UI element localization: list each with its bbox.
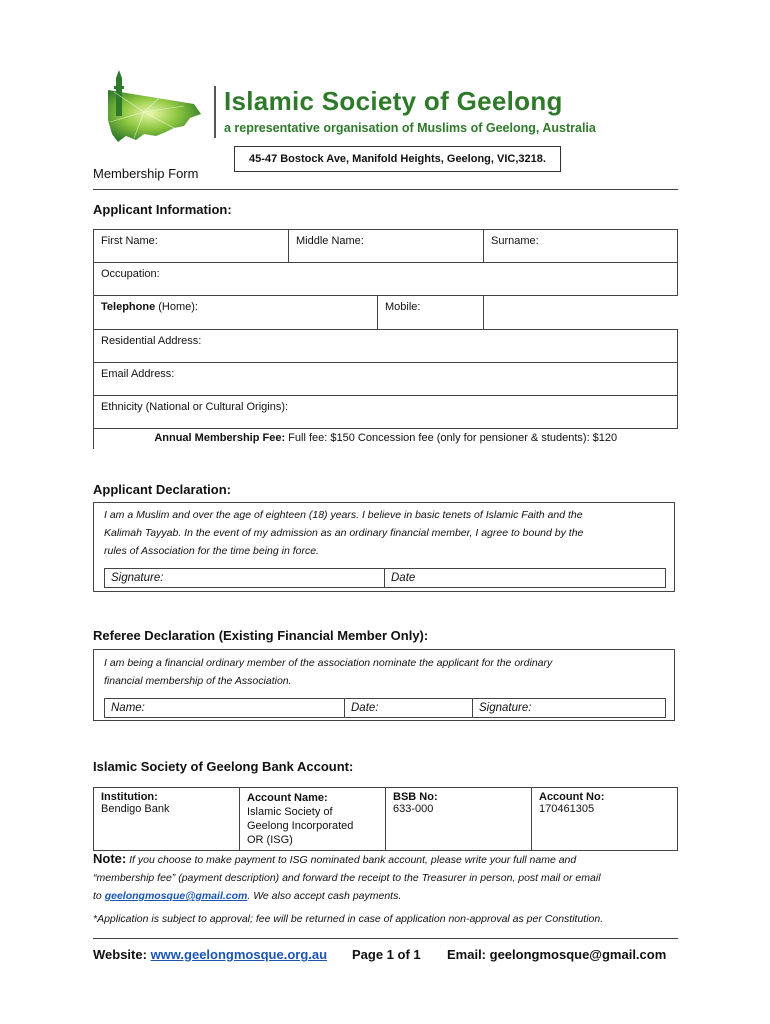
logo-divider — [214, 86, 216, 138]
referee-name-field[interactable]: Name: — [105, 699, 345, 717]
middle-name-field[interactable]: Middle Name: — [289, 230, 484, 263]
org-name: Islamic Society of Geelong — [224, 86, 563, 116]
membership-fee-row: Annual Membership Fee: Full fee: $150 Concession fee (only for pensioner & students): $120 — [94, 429, 678, 449]
institution-cell: Institution: Bendigo Bank — [94, 788, 240, 851]
applicant-info-heading: Applicant Information: — [93, 202, 232, 217]
email-address-field[interactable]: Email Address: — [94, 363, 678, 396]
mobile-field[interactable]: Mobile: — [385, 301, 421, 313]
occupation-field[interactable]: Occupation: — [94, 263, 678, 296]
applicant-date-field[interactable]: Date — [391, 572, 416, 584]
bank-heading: Islamic Society of Geelong Bank Account: — [93, 759, 354, 774]
referee-line-2: financial membership of the Association. — [104, 675, 292, 687]
referee-declaration-heading: Referee Declaration (Existing Financial Member Only): — [93, 628, 429, 643]
referee-date-field[interactable]: Date: — [345, 699, 473, 717]
applicant-signature-field[interactable]: Signature: — [105, 569, 385, 587]
footer-email: Email: geelongmosque@gmail.com — [447, 947, 667, 962]
ethnicity-field[interactable]: Ethnicity (National or Cultural Origins): — [94, 396, 678, 429]
footer-rule — [93, 938, 678, 939]
referee-signature-field[interactable]: Signature: — [479, 702, 532, 714]
footer-website: Website: www.geelongmosque.org.au — [93, 947, 328, 962]
address-box: 45-47 Bostock Ave, Manifold Heights, Geelong, VIC,3218. — [234, 146, 561, 172]
approval-disclaimer: *Application is subject to approval; fee will be returned in case of application non-approval as per Constitution. — [93, 913, 604, 925]
applicant-info-table — [93, 229, 678, 449]
residential-address-field[interactable]: Residential Address: — [94, 330, 678, 363]
applicant-declaration-heading: Applicant Declaration: — [93, 482, 231, 497]
applicant-signature-row — [104, 568, 666, 588]
note-email-link[interactable]: geelongmosque@gmail.com — [104, 890, 248, 902]
referee-signature-row — [104, 698, 666, 718]
form-title: Membership Form — [93, 166, 199, 181]
declaration-line-3: rules of Association for the time being in force. — [104, 545, 319, 557]
page-number: Page 1 of 1 — [352, 947, 421, 962]
declaration-line-2: Kalimah Tayyab. In the event of my admission as an ordinary financial member, I agree to bound by the — [104, 527, 584, 539]
org-tagline: a representative organisation of Muslims of Geelong, Australia — [224, 121, 596, 135]
surname-field[interactable]: Surname: — [484, 230, 678, 263]
victoria-map-logo — [104, 70, 204, 150]
applicant-declaration-box — [93, 502, 675, 592]
bsb-cell: BSB No: 633-000 — [386, 788, 532, 851]
bank-table — [93, 787, 678, 851]
referee-line-1: I am being a financial ordinary member of the association nominate the applicant for the ordinary — [104, 657, 553, 669]
account-name-cell: Account Name: Islamic Society of Geelong Incorporated OR (ISG) — [240, 788, 386, 851]
declaration-line-1: I am a Muslim and over the age of eighteen (18) years. I believe in basic tenets of Islamic Faith and the — [104, 509, 583, 521]
account-number-cell: Account No: 170461305 — [532, 788, 678, 851]
header-rule — [93, 189, 678, 190]
website-link[interactable]: www.geelongmosque.org.au — [150, 947, 328, 962]
first-name-field[interactable]: First Name: — [94, 230, 289, 263]
referee-declaration-box — [93, 649, 675, 721]
telephone-home-field[interactable]: Telephone (Home): Mobile: — [94, 296, 484, 330]
payment-note: Note: If you choose to make payment to ISG nominated bank account, please write your full name and “membership fee” (payment description) and forward the receipt to the Treasurer in person, post mail or email to geelongmosque@gmail.com. We also accept cash payments. — [93, 851, 601, 902]
